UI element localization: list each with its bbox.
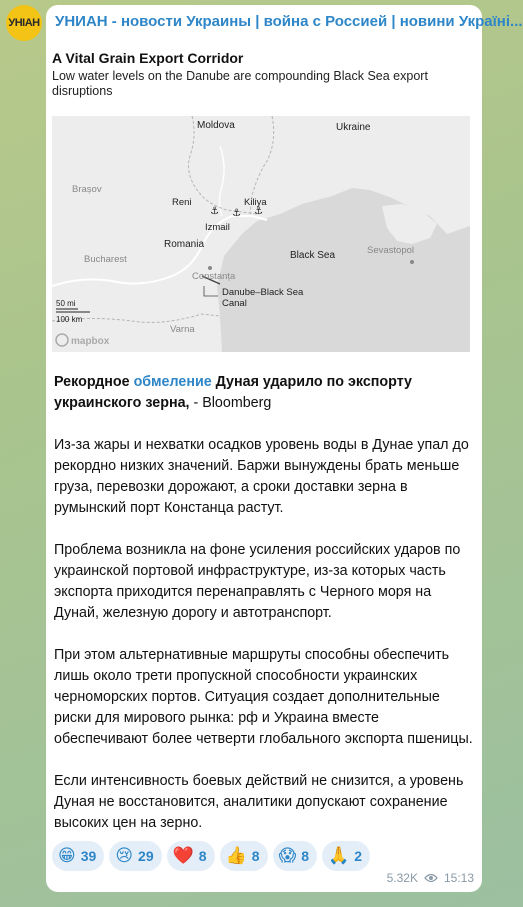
map-title: A Vital Grain Export Corridor — [52, 50, 244, 66]
reactions-bar — [52, 841, 370, 871]
label-sevastopol: Sevastopol — [367, 245, 415, 256]
paragraph-3: Проблема возникла на фоне усиления российских ударов по украинской портовой инфраструктуре, из-за которых часть экспорта приходится перенаправлять с Черного моря на Дунай, железную дорогу и автотранспорт. — [54, 542, 461, 621]
view-count: 5.32K — [386, 871, 418, 885]
label-bucharest: Bucharest — [84, 254, 127, 265]
map-subtitle: Low water levels on the Danube are compounding Black Sea export disruptions — [52, 69, 428, 98]
message-text — [54, 372, 474, 855]
message-bubble — [46, 5, 523, 892]
reaction-cry[interactable]: 😢 29 — [109, 841, 161, 871]
label-black-sea: Black Sea — [290, 250, 336, 261]
svg-text:50 mi: 50 mi — [56, 299, 76, 308]
lead-paragraph: Рекордное обмеление Дуная ударило по экспорту украинского зерна, - Bloomberg — [54, 374, 413, 411]
danube-map — [52, 116, 470, 352]
paragraph-5: Если интенсивность боевых действий не снизится, а уровень Дуная не восстановится, аналитики допускают сохранение высоких цен на зерно. — [54, 773, 464, 831]
reaction-thumbs-up[interactable]: 👍 8 — [220, 841, 268, 871]
hashtag-link[interactable]: обмеление — [133, 374, 212, 390]
channel-title[interactable]: УНИАН - новости Украины | война с Россией | новини Україні... — [55, 13, 523, 30]
channel-avatar[interactable]: УНІАН — [6, 5, 42, 41]
reaction-heart[interactable]: ❤️ 8 — [167, 841, 215, 871]
label-canal-1: Danube–Black Sea — [222, 287, 304, 298]
label-izmail: Izmail — [205, 222, 230, 233]
message-meta — [387, 871, 474, 885]
reaction-grin[interactable]: 😁 39 — [52, 841, 104, 871]
label-kiliya: Kiliya — [244, 197, 267, 208]
reaction-scream[interactable]: 😱 8 — [273, 841, 318, 871]
label-reni: Reni — [172, 197, 192, 208]
label-ukraine: Ukraine — [336, 122, 371, 133]
svg-text:mapbox: mapbox — [71, 336, 110, 347]
map-image[interactable] — [50, 42, 474, 354]
reaction-pray[interactable]: 🙏 2 — [322, 841, 370, 871]
message-time: 15:13 — [443, 871, 474, 885]
svg-text:⚓: ⚓ — [210, 206, 219, 217]
paragraph-2: Из-за жары и нехватки осадков уровень воды в Дунае упал до рекордно низких значений. Баржи вынуждены брать меньше груза, перевозки дорожают, а сроки доставки зерна в румынский порт Констанца растут. — [54, 437, 469, 516]
svg-text:⚓: ⚓ — [232, 208, 241, 219]
svg-text:100 km: 100 km — [56, 315, 83, 324]
label-canal-2: Canal — [222, 298, 247, 309]
label-brasov: Brașov — [72, 184, 102, 195]
label-romania: Romania — [164, 239, 205, 250]
eye-icon — [424, 873, 438, 883]
label-varna: Varna — [170, 324, 195, 335]
paragraph-4: При этом альтернативные маршруты способны обеспечить лишь около трети пропускной способности украинских черноморских портов. Ситуация создает дополнительные риски для мирового рынка: рф и Украина вместе обеспечивают более четверти глобального экспорта пшеницы. — [54, 647, 473, 747]
label-moldova: Moldova — [197, 120, 235, 131]
label-constanta: Constanța — [192, 271, 236, 282]
svg-text:⚓: ⚓ — [254, 206, 263, 217]
